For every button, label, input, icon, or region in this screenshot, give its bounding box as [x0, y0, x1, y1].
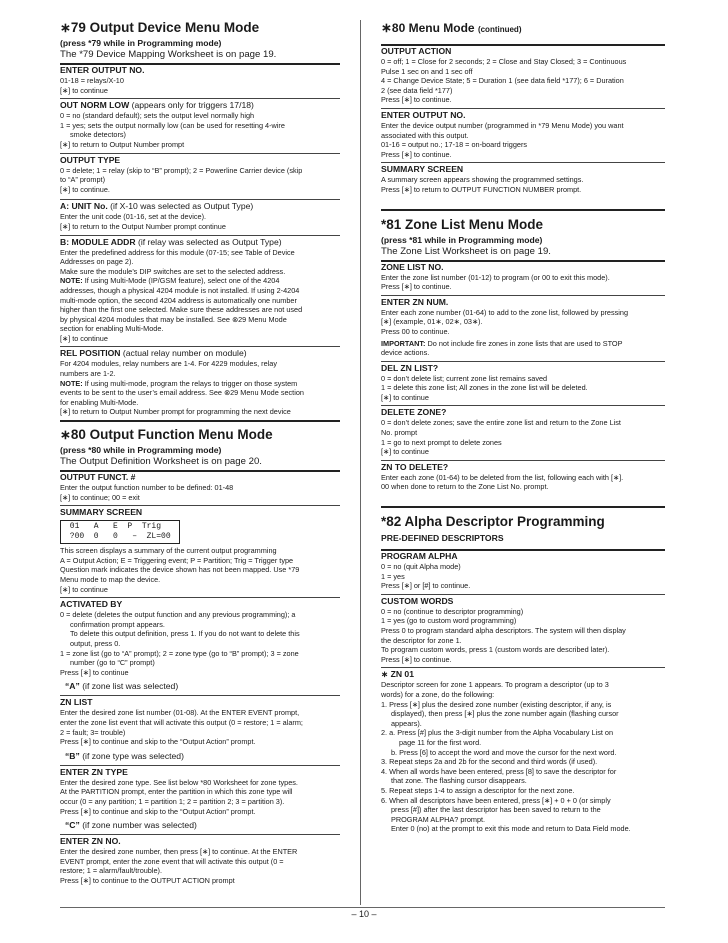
- case-b-heading: “B” (if zone type was selected): [65, 750, 184, 761]
- section-unit-no: A: UNIT No. (if X-10 was selected as Output Type) Enter the unit code (01-16, set at the device). [∗] to return to the Output Number prompt continue: [60, 201, 254, 231]
- section-rel-position: REL POSITION (actual relay number on module) For 4204 modules, relay numbers are 1-4. For 4229 modules, relay numbers are 1-2. NOTE: If using multi-mode, program the relays to trigger on those system events to be sent to the user’s email address. See ⊗29 Menu Mode section for enabling Multi-Mode. [∗] to return to Output Number prompt for programming the next device: [60, 346, 340, 417]
- mode-80-worksheet-ref: The Output Definition Worksheet is on page 20.: [60, 456, 262, 468]
- star-icon: ∗: [60, 20, 71, 35]
- section-enter-output-no-right: ENTER OUTPUT NO. Enter the device output number (programmed in *79 Menu Mode) you want associated with this output. 01-16 = output no.; 17-18 = on-board triggers Press [∗] to continue.: [381, 108, 665, 159]
- star-icon: ∗: [381, 20, 392, 35]
- page-number: – 10 –: [351, 909, 377, 919]
- section-activated-by: ACTIVATED BY 0 = delete (deletes the output function and any previous programming); a confirmation prompt appears. To delete this output definition, press 1. If you do not want to delete this output, press 0. 1 = zone list (go to “A” prompt); 2 = zone type (go to “B” prompt); 3 = zone number (go to “C” prompt) Press [∗] to continue: [60, 597, 340, 677]
- mode-82-title: *82 Alpha Descriptor Programming: [381, 514, 605, 530]
- section-out-norm-low: OUT NORM LOW (appears only for triggers 17/18) 0 = no (standard default); sets the output level normally high 1 = yes; sets the output normally low (can be used for resetting 4-wire smoke detectors) [∗] to return to Output Number prompt: [60, 98, 340, 149]
- mode-79-subtitle: (press *79 while in Programming mode): [60, 38, 222, 48]
- section-output-funct: OUTPUT FUNCT. # Enter the output function number to be defined: 01-48 [∗] to continue; 00 = exit: [60, 472, 234, 502]
- section-output-action: OUTPUT ACTION 0 = off; 1 = Close for 2 seconds; 2 = Close and Stay Closed; 3 = Continuous Pulse 1 sec on and 1 sec off 4 = Change Device State; 5 = Duration 1 (see data field *177); 6 = Duration 2 (see data field *177) Press [∗] to continue.: [381, 46, 627, 105]
- section-custom-words: CUSTOM WORDS 0 = no (continue to descriptor programming) 1 = yes (go to custom word programming) Press 0 to program standard alpha descriptors. The system will then display the descriptor for zone 1. To program custom words, press 1 (custom words are described later). Press [∗] to continue.: [381, 594, 665, 665]
- section-summary-screen: SUMMARY SCREEN 01 A E P Trig ?00 0 0 – ZL=00 This screen displays a summary of the current output programming A = Output Action; E = Triggering event; P = Partition; Trig = Trigger type Question mark indicates the device shown has not been mapped. Use *79 Menu mode to map the device. [∗] to continue: [60, 505, 340, 594]
- section-zn-list: ZN LIST Enter the desired zone list number (01-08). At the ENTER EVENT prompt, enter the zone list event that will activate this output (0 = restore; 1 = alarm; 2 = fault; 3= trouble) Press [∗] to continue and skip to the “Output Action” prompt.: [60, 695, 340, 746]
- mode-81-subtitle: (press *81 while in Programming mode): [381, 234, 543, 245]
- star-icon: ∗: [60, 427, 71, 443]
- left-column: [60, 20, 340, 885]
- case-c-heading: “C” (if zone number was selected): [65, 820, 197, 831]
- section-summary-screen-right: SUMMARY SCREEN A summary screen appears showing the programmed settings. Press [∗] to return to OUTPUT FUNCTION NUMBER prompt.: [381, 162, 665, 194]
- mode-81-worksheet-ref: The Zone List Worksheet is on page 19.: [381, 245, 551, 257]
- section-zn-to-delete: ZN TO DELETE? Enter each zone (01-64) to be deleted from the list, following each with [∗]. 00 when done to return to the Zone List No. prompt.: [381, 460, 665, 492]
- mode-81-title: *81 Zone List Menu Mode: [381, 216, 544, 232]
- mode-79-title: ∗79 Output Device Menu Mode: [60, 20, 260, 35]
- section-delete-zone: DELETE ZONE? 0 = don’t delete zones; save the entire zone list and return to the Zone List No. prompt 1 = go to next prompt to delete zones [∗] to continue: [381, 405, 665, 456]
- mode-79-worksheet-ref: The *79 Device Mapping Worksheet is on page 19.: [60, 49, 277, 60]
- column-divider: [360, 20, 361, 905]
- section-enter-output-no: ENTER OUTPUT NO. 01-18 = relays/X-10 [∗] to continue: [60, 65, 145, 95]
- mode-80-title: ∗80 Output Function Menu Mode: [60, 427, 273, 443]
- case-a-heading: “A” (if zone list was selected): [65, 681, 179, 692]
- summary-display-box: 01 A E P Trig ?00 0 0 – ZL=00: [60, 520, 180, 544]
- mode-80-continued-title: ∗80 Menu Mode (continued): [381, 20, 522, 35]
- section-enter-zn-type: ENTER ZN TYPE Enter the desired zone type. See list below *80 Worksheet for zone types. At the PARTITION prompt, enter the partition in which this zone type will occur (0 = any partition; 1 = partition 1; 2 = partition 2; 3 = partition 3). Press [∗] to continue and skip to the “Output Action” prompt.: [60, 765, 340, 816]
- section-program-alpha: PROGRAM ALPHA 0 = no (quit Alpha mode) 1 = yes Press [∗] or [#] to continue.: [381, 551, 471, 591]
- section-enter-zn-num: ENTER ZN NUM. Enter each zone number (01-64) to add to the zone list, followed by pressing [∗] (example, 01∗, 02∗, 03∗). Press 00 to continue. IMPORTANT: Do not include fire zones in zone lists that are used to STOP device actions.: [381, 295, 665, 358]
- section-module-addr: B: MODULE ADDR (if relay was selected as Output Type) Enter the predefined address for this module (07-15; see Table of Device Addresses on page 2). Make sure the module’s DIP switches are set to the selected address. NOTE: If using Multi-Mode (IP/GSM feature), select one of the 4204 addresses, though a physical 4204 module is not installed. If using 2-4204 multi-mode option, the second 4204 address is automatically one number higher than the first one selected. Make sure these addresses are not used by physical 4204 modules that may be installed. See ⊗29 Menu Mode section for enabling Multi-Mode. [∗] to continue: [60, 235, 340, 344]
- footer-rule: [60, 907, 665, 908]
- section-zone-list-no: ZONE LIST NO. Enter the zone list number (01-12) to program (or 00 to exit this mode). Press [∗] to continue.: [381, 261, 610, 292]
- section-output-type: OUTPUT TYPE 0 = delete; 1 = relay (skip to “B” prompt); 2 = Powerline Carrier device (skip to “A” prompt) [∗] to continue.: [60, 153, 340, 195]
- mode-82-subtitle: PRE-DEFINED DESCRIPTORS: [381, 533, 504, 544]
- right-column: [381, 20, 665, 834]
- mode-80-subtitle: (press *80 while in Programming mode): [60, 445, 222, 456]
- section-del-zn-list: DEL ZN LIST? 0 = don’t delete list; current zone list remains saved 1 = delete this zone list; All zones in the zone list will be deleted. [∗] to continue: [381, 361, 665, 403]
- section-zn-01: ∗ ZN 01 Descriptor screen for zone 1 appears. To program a descriptor (up to 3 words) for a zone, do the following: 1. Press [∗] plus the desired zone number (existing descriptor, if any, is displayed), then press [∗] plus the zone number again (flashing cursor appears). 2. a. Press [#] plus the 3-digit number from the Alpha Vocabulary List on page 11 for the first word. b. Press [6] to accept the word and move the cursor for the next word. 3. Repeat steps 2a and 2b for the second and third words (if used). 4. When all words have been entered, press [8] to save the descriptor for that zone. The flashing cursor disappears. 5. Repeat steps 1-4 to assign a descriptor for the next zone. 6. When all descriptors have been entered, press [∗] + 0 + 0 (or simply press [#]) after the last descriptor has been saved to return to the PROGRAM ALPHA? prompt. Enter 0 (no) at the prompt to exit this mode and return to Data Field mode.: [381, 667, 665, 834]
- section-enter-zn-no: ENTER ZN NO. Enter the desired zone number, then press [∗] to continue. At the ENTER EVENT prompt, enter the zone event that will activate this output (0 = restore; 1 = alarm/fault/trouble). Press [∗] to continue to the OUTPUT ACTION prompt: [60, 834, 340, 885]
